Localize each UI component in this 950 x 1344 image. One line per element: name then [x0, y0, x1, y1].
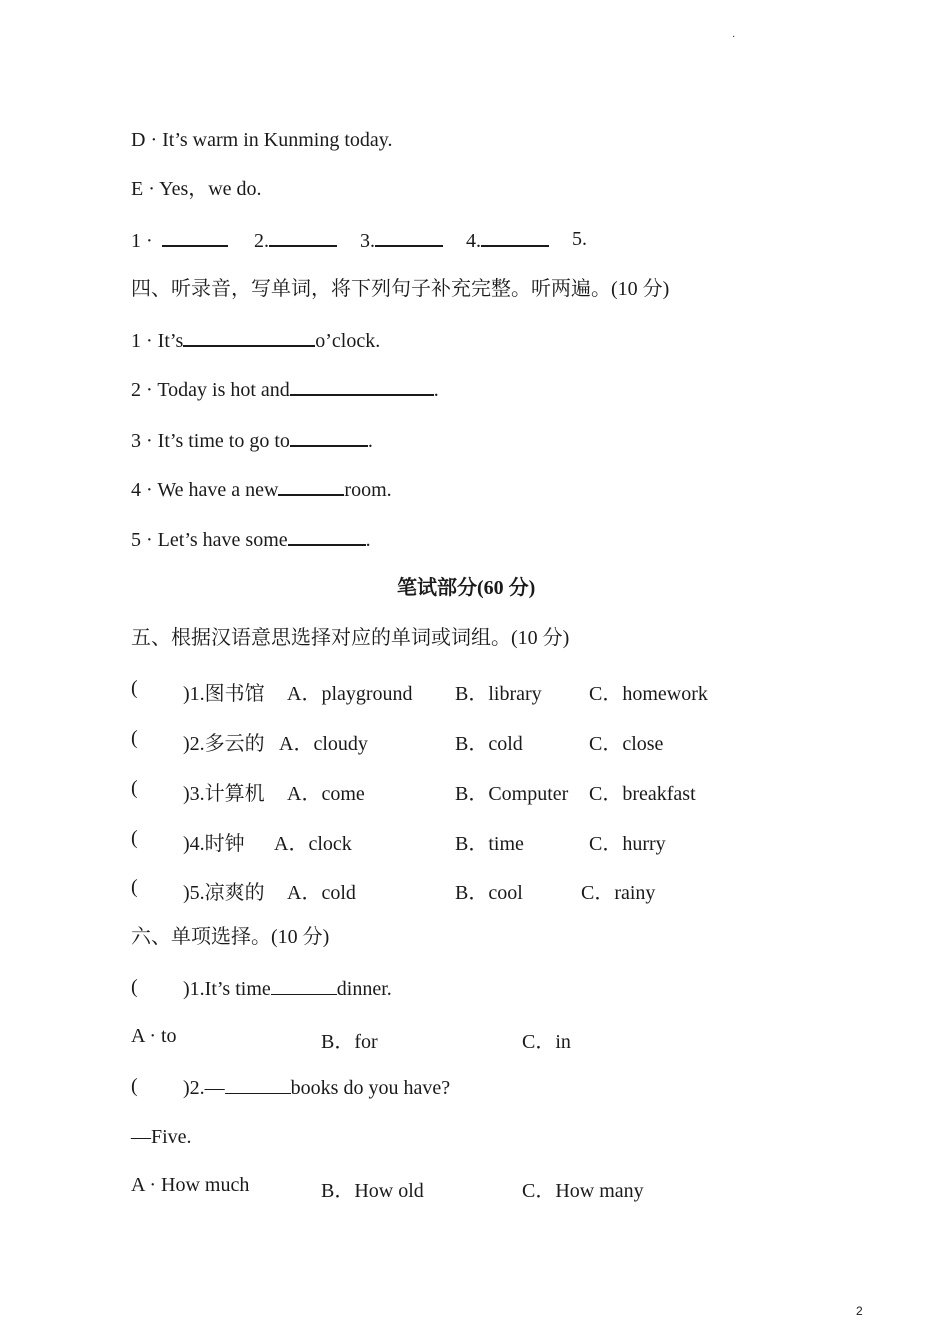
s6-q2-reply: —Five. [131, 1126, 192, 1148]
s4-item-4: 4 · We have a new room. [131, 476, 392, 502]
answer-2[interactable]: 2. [254, 227, 337, 253]
option-d: D · It’s warm in Kunming today. [131, 129, 393, 151]
page-number: 2 [856, 1304, 863, 1318]
answer-3[interactable]: 3. [360, 227, 443, 253]
section5-title: 五、根据汉语意思选择对应的单词或词组。(10 分) [131, 627, 570, 649]
section6-title: 六、单项选择。(10 分) [131, 926, 330, 948]
s4-item-3: 3 · It’s time to go to . [131, 427, 373, 453]
s4-item-1: 1 · It’s o’clock. [131, 327, 380, 353]
s4-item-2: 2 · Today is hot and . [131, 376, 439, 402]
s6-q1-blank[interactable] [271, 976, 337, 995]
section4-title: 四、听录音，写单词，将下列句子补充完整。听两遍。(10 分) [131, 278, 670, 300]
s4-blank-3[interactable] [290, 427, 368, 447]
s4-item-5: 5 · Let’s have some . [131, 526, 371, 552]
answer-1[interactable]: 1 · [131, 227, 228, 253]
written-part-title: 笔试部分(60 分) [397, 577, 536, 599]
s4-blank-5[interactable] [288, 526, 366, 546]
s4-blank-4[interactable] [278, 476, 344, 496]
header-mark: · [732, 32, 736, 43]
s4-blank-1[interactable] [183, 327, 315, 347]
option-e: E · Yes，we do. [131, 178, 262, 200]
answer-4[interactable]: 4. [466, 227, 549, 253]
s6-q2-blank[interactable] [225, 1075, 291, 1094]
answer-5: 5. [572, 228, 587, 250]
s4-blank-2[interactable] [290, 376, 434, 396]
